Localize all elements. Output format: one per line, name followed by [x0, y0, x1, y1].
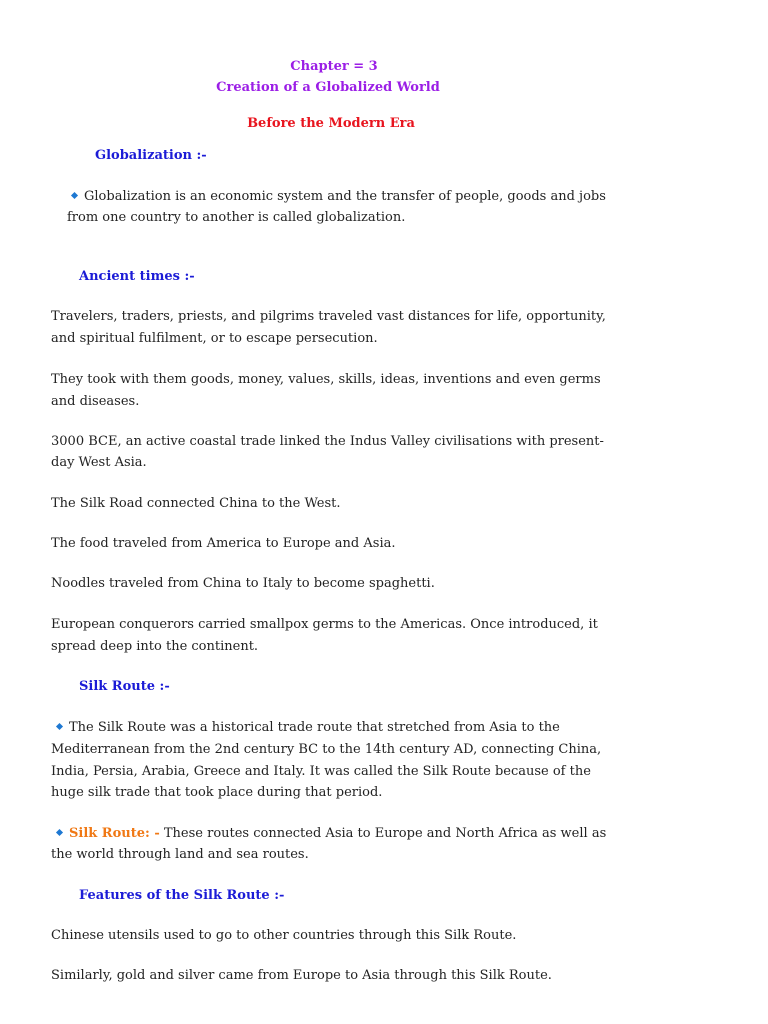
paragraph-line: and diseases. [51, 394, 140, 409]
silk-route-bullet-line-1: The Silk Route was a historical trade route that stretched from Asia to the [57, 717, 560, 739]
chapter-title: Creation of a Globalized World [216, 80, 440, 95]
paragraph-line: The Silk Road connected China to the West. [51, 496, 341, 511]
silk-route-label: Silk Route: - [69, 826, 160, 841]
silk-route-bullet-2-line-1: Silk Route: - These routes connected Asia to Europe and North Africa as well as [57, 823, 606, 845]
paragraph-line: huge silk trade that took place during that period. [51, 785, 383, 800]
paragraph-line: European conquerors carried smallpox germs to the Americas. Once introduced, it [51, 617, 598, 632]
ancient-times-heading: Ancient times :- [79, 269, 195, 284]
era-title: Before the Modern Era [247, 116, 415, 131]
paragraph-line: spread deep into the continent. [51, 639, 259, 654]
silk-route-heading: Silk Route :- [79, 679, 170, 694]
paragraph-line: Chinese utensils used to go to other countries through this Silk Route. [51, 928, 517, 943]
chapter-number: Chapter = 3 [290, 59, 378, 74]
globalization-heading: Globalization :- [95, 148, 207, 163]
paragraph-line: day West Asia. [51, 455, 147, 470]
paragraph-line: Mediterranean from the 2nd century BC to the 14th century AD, connecting China, [51, 742, 602, 757]
paragraph-line: 3000 BCE, an active coastal trade linked the Indus Valley civilisations with present- [51, 434, 604, 449]
blue-diamond-icon [71, 192, 78, 199]
paragraph-line: India, Persia, Arabia, Greece and Italy. It was called the Silk Route because of the [51, 764, 591, 779]
blue-diamond-icon [56, 829, 63, 836]
globalization-bullet-line-2: from one country to another is called globalization. [67, 210, 406, 225]
paragraph-line: The food traveled from America to Europe and Asia. [51, 536, 396, 551]
features-heading: Features of the Silk Route :- [79, 888, 285, 903]
paragraph-line: and spiritual fulfilment, or to escape persecution. [51, 331, 378, 346]
blue-diamond-icon [56, 723, 63, 730]
paragraph-line: Similarly, gold and silver came from Europe to Asia through this Silk Route. [51, 968, 552, 983]
paragraph-line: They took with them goods, money, values, skills, ideas, inventions and even germs [51, 372, 601, 387]
paragraph-line: Travelers, traders, priests, and pilgrims traveled vast distances for life, opportunity, [51, 309, 606, 324]
paragraph-line: the world through land and sea routes. [51, 847, 309, 862]
paragraph-line: Noodles traveled from China to Italy to become spaghetti. [51, 576, 435, 591]
globalization-bullet-line-1: Globalization is an economic system and the transfer of people, goods and jobs [72, 186, 606, 208]
